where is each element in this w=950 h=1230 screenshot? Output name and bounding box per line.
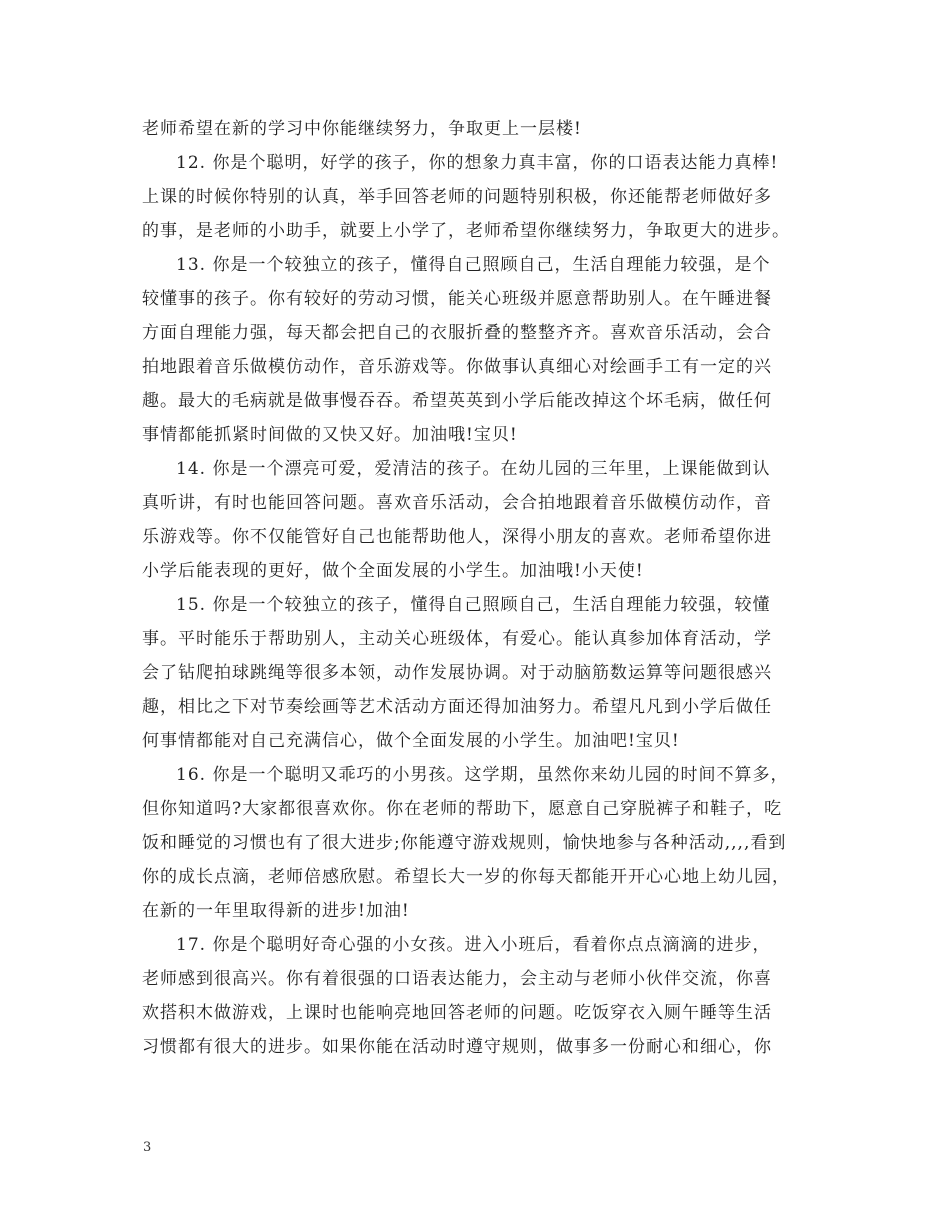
- body-text: [142, 112, 822, 1064]
- text-line: 乐游戏等。你不仅能管好自己也能帮助他人，深得小朋友的喜欢。老师希望你进: [142, 527, 772, 547]
- text-line: 欢搭积木做游戏，上课时也能响亮地回答老师的问题。吃饭穿衣入厕午睡等生活: [142, 1003, 772, 1023]
- text-line: 的事，是老师的小助手，就要上小学了，老师希望你继续努力，争取更大的进步。: [142, 221, 790, 241]
- paragraph-start-line: 15. 你是一个较独立的孩子，懂得自己照顾自己，生活自理能力较强，较懂: [176, 595, 771, 615]
- text-line: 老师希望在新的学习中你能继续努力，争取更上一层楼!: [142, 119, 582, 139]
- text-line: 拍地跟着音乐做模仿动作，音乐游戏等。你做事认真细心对绘画手工有一定的兴: [142, 357, 772, 377]
- paragraph-start-line: 12. 你是个聪明，好学的孩子，你的想象力真丰富，你的口语表达能力真棒!: [176, 153, 779, 173]
- text-line: 你的成长点滴，老师倍感欣慰。希望长大一岁的你每天都能开开心心地上幼儿园，: [142, 867, 790, 887]
- text-line: 饭和睡觉的习惯也有了很大进步;你能遵守游戏规则，愉快地参与各种活动,,,,看到: [142, 833, 787, 853]
- text-line: 小学后能表现的更好，做个全面发展的小学生。加油哦!小天使!: [142, 561, 644, 581]
- text-line: 会了钻爬拍球跳绳等很多本领，动作发展协调。对于动脑筋数运算等问题很感兴: [142, 663, 772, 683]
- text-line: 较懂事的孩子。你有较好的劳动习惯，能关心班级并愿意帮助别人。在午睡进餐: [142, 289, 772, 309]
- text-line: 老师感到很高兴。你有着很强的口语表达能力，会主动与老师小伙伴交流，你喜: [142, 969, 772, 989]
- text-line: 事。平时能乐于帮助别人，主动关心班级体，有爱心。能认真参加体育活动，学: [142, 629, 772, 649]
- text-line: 上课的时候你特别的认真，举手回答老师的问题特别积极，你还能帮老师做好多: [142, 187, 772, 207]
- page-number: 3: [143, 1140, 152, 1155]
- text-line: 真听讲，有时也能回答问题。喜欢音乐活动，会合拍地跟着音乐做模仿动作，音: [142, 493, 772, 513]
- paragraph-start-line: 13. 你是一个较独立的孩子，懂得自己照顾自己，生活自理能力较强，是个: [176, 255, 771, 275]
- text-line: 事情都能抓紧时间做的又快又好。加油哦!宝贝!: [142, 425, 518, 445]
- paragraph-start-line: 16. 你是一个聪明又乖巧的小男孩。这学期，虽然你来幼儿园的时间不算多，: [176, 765, 789, 785]
- text-line: 习惯都有很大的进步。如果你能在活动时遵守规则，做事多一份耐心和细心，你: [142, 1037, 772, 1057]
- text-line: 趣。最大的毛病就是做事慢吞吞。希望英英到小学后能改掉这个坏毛病，做任何: [142, 391, 772, 411]
- paragraph-start-line: 14. 你是一个漂亮可爱，爱清洁的孩子。在幼儿园的三年里，上课能做到认: [176, 459, 771, 479]
- text-line: 在新的一年里取得新的进步!加油!: [142, 901, 410, 921]
- text-line: 趣，相比之下对节奏绘画等艺术活动方面还得加油努力。希望凡凡到小学后做任: [142, 697, 772, 717]
- text-line: 但你知道吗?大家都很喜欢你。你在老师的帮助下，愿意自己穿脱裤子和鞋子，吃: [142, 799, 783, 819]
- text-line: 方面自理能力强，每天都会把自己的衣服折叠的整整齐齐。喜欢音乐活动，会合: [142, 323, 772, 343]
- text-line: 何事情都能对自己充满信心，做个全面发展的小学生。加油吧!宝贝!: [142, 731, 680, 751]
- paragraph-start-line: 17. 你是个聪明好奇心强的小女孩。进入小班后，看着你点点滴滴的进步，: [176, 935, 771, 955]
